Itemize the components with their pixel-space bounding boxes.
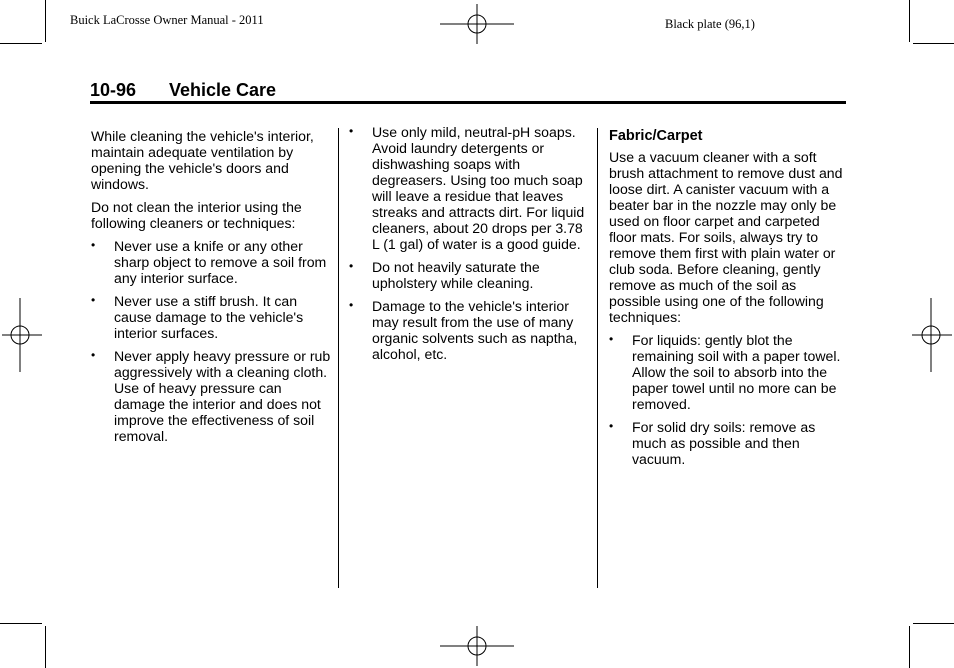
bullet-icon: • xyxy=(91,238,96,252)
registration-mark-bottom-icon xyxy=(440,626,514,666)
section-heading: Fabric/Carpet xyxy=(609,128,703,144)
list-item xyxy=(91,293,331,341)
bullet-list xyxy=(349,124,589,362)
bullet-list xyxy=(609,332,849,467)
list-item-text: Never use a knife or any other sharp object to remove a soil from any interior surface. xyxy=(114,238,327,286)
bullet-list xyxy=(91,238,331,444)
column-1 xyxy=(91,128,331,451)
list-item-text: Use only mild, neutral-pH soaps. Avoid laundry detergents or dishwashing soaps with degreasers. Using too much soap will leave a residue that leaves streaks and attracts dirt. For liquid cleaners, about 20 drops per 3.78 L (1 gal) of water is a good guide. xyxy=(372,124,585,252)
bullet-icon: • xyxy=(349,124,354,138)
list-item xyxy=(609,332,849,412)
page-number: 10-96 xyxy=(90,80,137,100)
list-item-text: Never use a stiff brush. It can cause damage to the vehicle's interior surfaces. xyxy=(114,293,304,341)
manual-title: Buick LaCrosse Owner Manual - 2011 xyxy=(70,13,264,27)
paragraph: Use a vacuum cleaner with a soft brush attachment to remove dust and loose dirt. A canister vacuum with a beater bar in the nozzle may only be used on floor carpet and carpeted floor mats. For soils, always try to remove them first with plain water or club soda. Before cleaning, gently remove as much of the soil as possible using one of the following techniques: xyxy=(609,149,843,325)
list-item xyxy=(91,238,331,286)
list-item-text: Damage to the vehicle's interior may result from the use of many organic solvents such as naptha, alcohol, etc. xyxy=(372,298,578,362)
bullet-icon: • xyxy=(91,293,96,307)
list-item xyxy=(609,419,849,467)
paragraph: Do not clean the interior using the following cleaners or techniques: xyxy=(91,199,302,231)
list-item-text: Do not heavily saturate the upholstery while cleaning. xyxy=(372,259,540,291)
registration-mark-left-icon xyxy=(2,298,42,372)
plate-label: Black plate (96,1) xyxy=(665,17,755,31)
crop-mark-top-left-horizontal xyxy=(0,43,42,44)
page-title-row xyxy=(90,80,846,101)
list-item-text: For solid dry soils: remove as much as possible and then vacuum. xyxy=(632,419,816,467)
column-divider-1 xyxy=(338,128,339,588)
paragraph: While cleaning the vehicle's interior, maintain adequate ventilation by opening the vehicle's doors and windows. xyxy=(91,128,314,192)
list-item-text: Never apply heavy pressure or rub aggressively with a cleaning cloth. Use of heavy pressure can damage the interior and does not improve the effectiveness of soil removal. xyxy=(114,348,331,444)
list-item xyxy=(349,259,589,291)
list-item xyxy=(91,348,331,444)
column-2 xyxy=(349,124,589,369)
registration-mark-top-icon xyxy=(440,4,514,44)
title-rule xyxy=(90,101,846,104)
bullet-icon: • xyxy=(349,298,354,312)
bullet-icon: • xyxy=(349,259,354,273)
bullet-icon: • xyxy=(609,419,614,433)
list-item xyxy=(349,298,589,362)
section-title: Vehicle Care xyxy=(169,80,277,100)
crop-mark-top-right-horizontal xyxy=(913,43,954,44)
crop-mark-top-right-vertical xyxy=(909,0,910,42)
registration-mark-right-icon xyxy=(912,298,952,372)
crop-mark-bottom-right-horizontal xyxy=(913,623,954,624)
crop-mark-bottom-left-vertical xyxy=(45,626,46,668)
crop-mark-bottom-left-horizontal xyxy=(0,623,42,624)
list-item-text: For liquids: gently blot the remaining soil with a paper towel. Allow the soil to absorb into the paper towel until no more can be removed. xyxy=(632,332,841,412)
column-3 xyxy=(609,127,849,474)
column-divider-2 xyxy=(597,128,598,588)
bullet-icon: • xyxy=(609,332,614,346)
crop-mark-bottom-right-vertical xyxy=(909,626,910,668)
list-item xyxy=(349,124,589,252)
crop-mark-top-left-vertical xyxy=(45,0,46,42)
bullet-icon: • xyxy=(91,348,96,362)
